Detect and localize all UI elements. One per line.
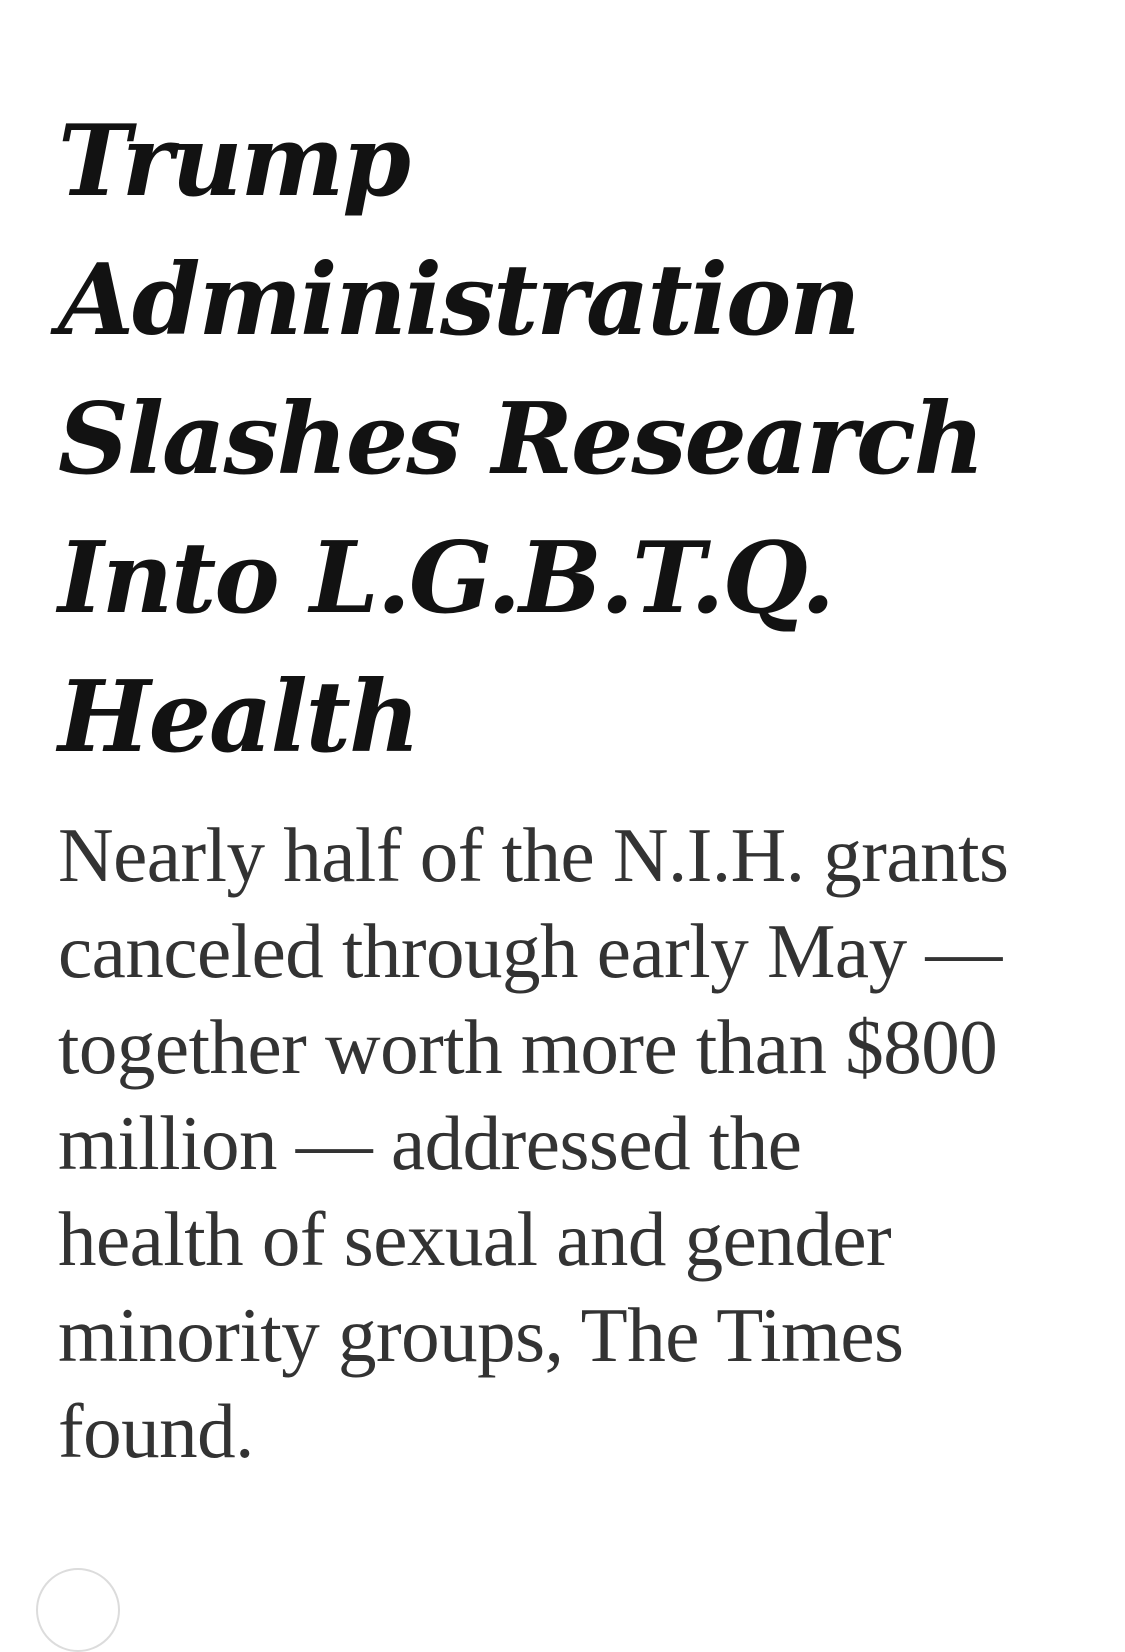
headline-line: Administration [58, 243, 859, 358]
headline-line: Trump [58, 104, 409, 219]
summary-line: minority groups, The Times [58, 1292, 904, 1378]
article-summary [58, 807, 1068, 1479]
headline-line: Slashes Research [58, 382, 983, 497]
article [58, 92, 1068, 1479]
summary-line: health of sexual and gender [58, 1196, 892, 1282]
summary-line: canceled through early May — [58, 908, 1002, 994]
headline-line: Health [58, 660, 419, 775]
summary-line: Nearly half of the N.I.H. grants [58, 812, 1009, 898]
summary-line: together worth more than $800 [58, 1004, 998, 1090]
headline [58, 92, 1068, 787]
circle-button-icon[interactable] [36, 1568, 120, 1652]
headline-line: Into L.G.B.T.Q. [58, 521, 834, 636]
summary-line: million — addressed the [58, 1100, 802, 1186]
summary-line: found. [58, 1388, 254, 1474]
